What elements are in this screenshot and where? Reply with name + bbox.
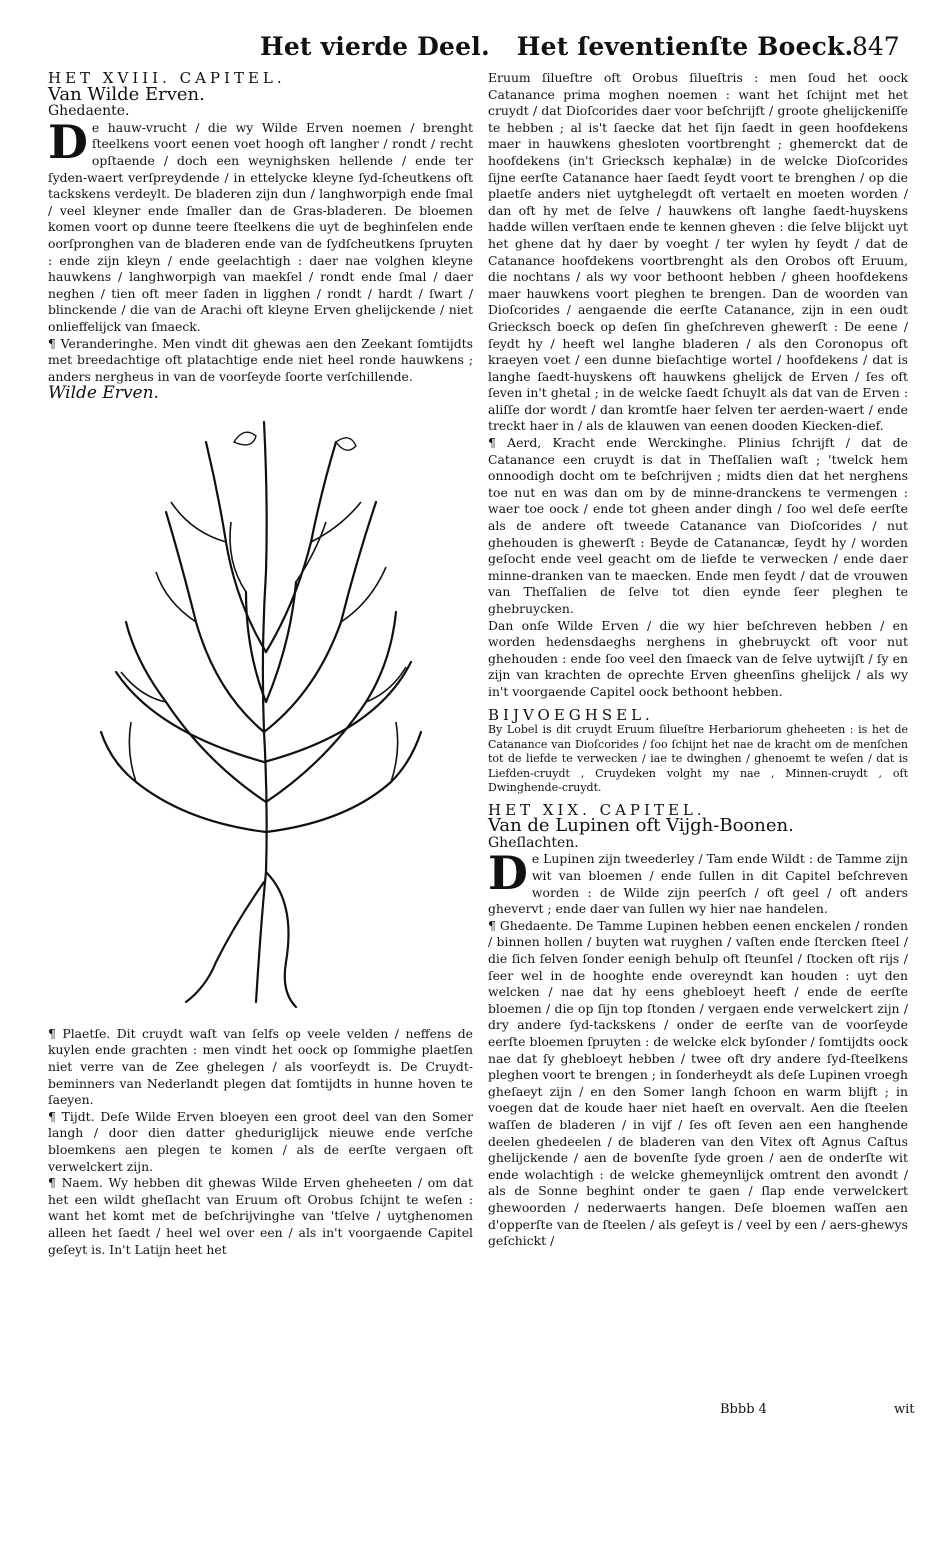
signature-mark: Bbbb 4 [720,1402,767,1417]
paragraph-ghedaente [48,114,473,336]
paragraph-geslachten [488,846,908,917]
running-head [260,32,854,61]
chapter-title-2: Van de Lupinen oft Vijgh-Boonen. [488,815,794,837]
paragraph-ghedaente-2: ¶ Ghedaente. De Tamme Lupinen hebben eenen enckelen / ronden / binnen hollen / buyten wat ruyghen / vaſten ende ſtercken ſteel / die ſich ſelven ſonder eenigh behulp oft ſteunſel / ſtocken oft rijs / ſeer wel in de hooghte ende overeyndt kan houden : uyt den welcken / nae dat hy eens ghebloeyt heeft / ende de eerſte bloemen / die op ſijn top ſtonden / vergaen ende verwelckert zijn / dry andere ſyd-tackskens / onder de eerſte van de voorſeyde eerſte bloemen ſpruyten : de welcke elck byſonder / ſomtijdts oock nae dat ſy ghebloeyt hebben / twee oft dry andere ſyd-ſteelkens pleghen voort te brengen ; in ſonderheydt als deſe Lupinen vroegh gheſaeyt zijn / en den Somer langh ſchoon en warm blijft ; in voegen dat de koude haer niet haeſt en overvalt. Aen die ſteelen waſſen de bladeren / in vijf / ſes oft ſeven aen een hanghende deelen ghedeelen / de bladeren van den Vitex oft Agnus Caſtus ghelijckende / aen de bovenſte ſyde groen / aen de onderſte wit ende wolachtigh : de welcke ghemeynlijck omtrent den avondt / als de Sonne beghint onder te gaen / ſlap ende verwelckert ghewoorden / nederwaerts hangen. Deſe bloemen waſſen aen d'opperſte van de ſteelen / als geſeyt is / veel by een / aers-ghewys geſchickt / [488,917,908,1249]
drop-cap-2: D [488,846,528,901]
section-heading-2: Gheſlachten. [488,834,579,851]
chapter-heading: HET XVIII. CAPITEL. [48,69,286,87]
paragraph-aerd: ¶ Aerd, Kracht ende Werckinghe. Plinius ſchrijft / dat de Catanance een cruydt is dat in Theſſalien waſt ; 'twelck hem onnoodigh docht om te beſchrijven ; midts dien dat het nerghens toe nut en was dan om by de minne-dranckens te vermengen : waer toe oock / ende tot gheen ander dingh / ſoo wel deſe eerſte als de andere oft tweede Catanance van Dioſcorides / nut ghehouden is ghewerſt : Beyde de Catanancæ, ſeydt hy / worden geſocht ende veel geacht om de liefde te verwecken / ende daer minne-dranken van te maecken. Ende men ſeydt / dat de vrouwen van Theſſalien de ſelve tot dien eynde ſeer pleghen te ghebruycken. [488,435,908,616]
paragraph-veranderinghe: ¶ Veranderinghe. Men vindt dit ghewas aen den Zeekant ſomtijdts met breedachtige oft platachtige ende niet heel ronde hauwkens ; anders nergheus in van de voorſeyde ſoorte verſchillende. [48,335,473,384]
paragraph-tijdt: ¶ Tijdt. Deſe Wilde Erven bloeyen een groot deel van den Somer langh / door dien datter gheduriglijck nieuwe ende verſche bloemkens aen plegen te komen / als de eerſte vergaen oft verwelckert zijn. [48,1108,473,1174]
left-column [48,70,473,1258]
paragraph-bijvoeghsel: By Lobel is dit cruydt Eruum ſilueſtre Herbariorum gheheeten : is het de Catanance van Dioſcorides / ſoo ſchijnt het nae de kracht om de menſchen tot de liefde te verwecken / iae te dwinghen / ghenoemt te weſen / dat is Liefden-cruydt , Cruydeken volght my nae , Minnen-cruydt , oft Dwinghende-cruydt. [488,723,908,795]
chapter-title: Van Wilde Erven. [48,83,205,105]
paragraph-text: e hauw-vrucht / die wy Wilde Erven noemen / brenght ſteelkens voort eenen voet hoogh oft langher / rondt / recht opſtaende / doch een weynighsken hellende / ende ter ſyden-waert verſpreydende / in ettelycke kleyne ſyd-ſcheutkens oft tackskens verdeylt. De bladeren zijn dun / langhworpigh ende ſmal / veel kleyner ende ſmaller dan de Gras-bladeren. De bloemen komen voort op dunne teere ſteelkens die uyt de beghinſelen ende oorſpronghen van de bladeren ende van de ſydſcheutkens ſpruyten : ende zijn kleyn / ende geelachtigh : daer nae volghen kleyne hauwkens / langhworpigh van maekſel / rondt ende ſmal / daer neghen / tien oft meer ſaden in ligghen / rondt / hardt / ſwart / blinckende / die van de Arachi oft kleyne Erven ghelijckende / niet onlieffelijck van ſmaeck. [48,119,473,334]
catchword: wit [894,1402,915,1417]
appendix-heading: BIJVOEGHSEL. [488,705,654,724]
paragraph-naem: ¶ Naem. Wy hebben dit ghewas Wilde Erven gheheeten / om dat het een wildt gheſlacht van Eruum oft Orobus ſchijnt te weſen : want het komt met de beſchrijvinghe van 'tſelve / uytghenomen alleen het ſaedt / heel wel over een / als in't voorgaende Capitel geſeyt is. In't Latijn heet het [48,1175,473,1257]
drop-cap: D [48,114,88,169]
section-heading: Ghedaente. [48,103,130,120]
right-column [488,70,908,1250]
running-head-book: Het ſeventienſte Boeck. [516,32,854,61]
running-head-part: Het vierde Deel. [260,32,490,61]
paragraph-text-2: e Lupinen zijn tweederley / Tam ende Wildt : de Tamme zijn wit van bloemen / ende ſullen in dit Capitel beſchreven worden : de Wilde zijn peerſch / oft geel / oft anders ghevervt ; ende daer van ſullen wy hier nae handelen. [488,851,908,917]
page-number: 847 [852,32,900,61]
figure-caption: Wilde Erven. [48,383,159,404]
paragraph-plaetse: ¶ Plaetſe. Dit cruydt waſt van ſelfs op veele velden / neffens de kuylen ende grachten : men vindt het oock op ſommighe plaetſen niet verre van de Zee ghelegen / als voorſeydt is. De Cruydt-beminners van Nederlandt plegen dat ſomtijdts in hunne hoven te ſaeyen. [48,1025,473,1108]
paragraph-continuation: Eruum ſilueſtre oft Orobus ſilueſtris : men ſoud het oock Catanance prima moghen noemen : want het ſchijnt met het cruydt / dat Dioſcorides daer voor beſchrijft / groote ghelijckeniſſe te hebben ; al is't ſaecke dat het ſijn ſaedt in geen hoofdekens maer in hauwkens ghesloten voortbrenght ; ghemerckt dat de hoofdekens (in't Griecksch kephalæ) in de welcke Dioſcorides ſijne eerſte Catanance haer ſaedt ſeydt voort te brenghen / op die plaetſe anders niet uytghelegdt oft vertaelt en moeten worden / dan oft hy met de ſelve / hauwkens oft langhe ſaedt-huyskens hadde willen verſtaen ende te kennen gheven : die ſelve blijckt uyt het ghene dat hy daer by voeght / ter wylen hy ſeydt / dat de Catanance hoofdekens voortbrenght als den Orobos oft Eruum, die nochtans / als wy voor bethoont hebben / gheen hoofdekens maer hauwkens voort pleghen te brengen. Dan de woorden van Dioſcorides / aengaende die eerſte Catanance, zijn in een oudt Griecksch boeck op deſen ſin gheſchreven ghewerſt : De eene / ſeydt hy / heeft wel langhe bladeren / als den Coronopus oft kraeyen voet / een dunne bieſachtige wortel / hoofdekens / dat is langhe ſaedt-huyskens oft hauwkens ghelijck de Erven / ſes oft ſeven in't ghetal ; in de welcke ſaedt ſchuylt als dat van de Erven : aliſſe dor wordt / dan kromtſe haer ſelven ter aerden-waert / ende treckt haer in / als de klauwen van eenen dooden Kiecken-dief. [488,70,908,434]
plant-illustration [96,402,426,1012]
chapter-heading-2: HET XIX. CAPITEL. [488,800,706,819]
paragraph-dan-onse: Dan onſe Wilde Erven / die wy hier beſchreven hebben / en worden hedensdaeghs nerghens in ghebruyckt oft voor nut ghehouden : ende ſoo veel den ſmaeck van de ſelve uytwijſt / ſy en zijn van krachten de oprechte Erven gheenſins ghelijck / als wy in't voorgaende Capitel oock bethoont hebben. [488,617,908,699]
